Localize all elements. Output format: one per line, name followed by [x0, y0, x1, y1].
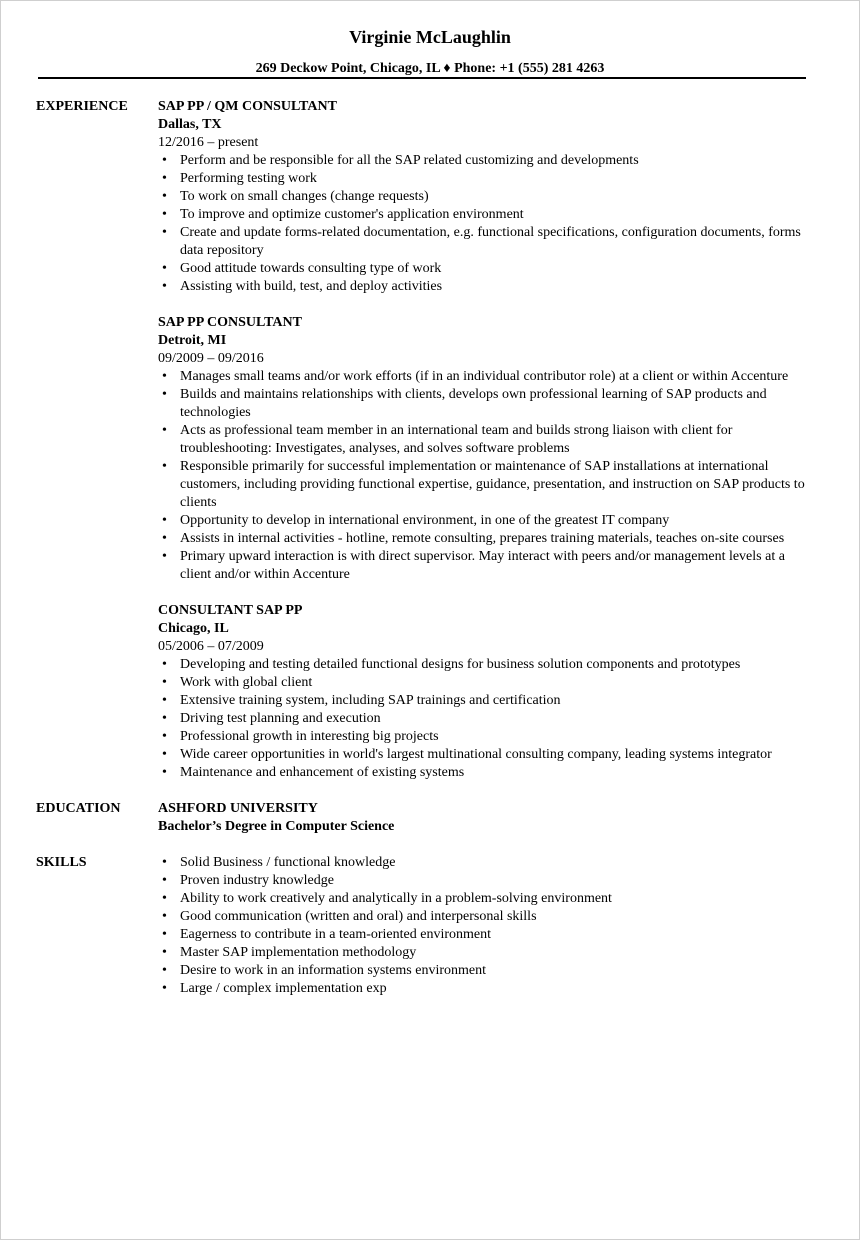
job-entry: [158, 314, 818, 584]
list-item: • Builds and maintains relationships with clients, develops own professional learning of SAP products and technologies: [180, 386, 818, 422]
job-entry: [158, 98, 818, 296]
list-item: • Master SAP implementation methodology: [180, 944, 818, 962]
list-item: • Ability to work creatively and analytically in a problem-solving environment: [180, 890, 818, 908]
experience-section: [0, 98, 860, 782]
job-title: CONSULTANT SAP PP: [158, 603, 303, 618]
skills-section: [0, 854, 860, 998]
list-item: • Maintenance and enhancement of existing systems: [180, 764, 818, 782]
list-item: • Performing testing work: [180, 170, 818, 188]
list-item: • To improve and optimize customer's application environment: [180, 206, 818, 224]
section-title-skills: SKILLS: [36, 855, 87, 870]
education-body: [158, 800, 818, 836]
list-item: • Assisting with build, test, and deploy activities: [180, 278, 818, 296]
list-item: • Desire to work in an information systems environment: [180, 962, 818, 980]
list-item: • Good attitude towards consulting type of work: [180, 260, 818, 278]
list-item: • Proven industry knowledge: [180, 872, 818, 890]
list-item: • Work with global client: [180, 674, 818, 692]
job-location: Chicago, IL: [158, 621, 229, 636]
list-item: • Opportunity to develop in international environment, in one of the greatest IT company: [180, 512, 818, 530]
list-item: • Responsible primarily for successful implementation or maintenance of SAP installations at international customers, including providing functional expertise, guidance, presentation, and instruction on SAP products to clients: [180, 458, 818, 512]
list-item: • Driving test planning and execution: [180, 710, 818, 728]
contact-line: 269 Deckow Point, Chicago, IL ♦ Phone: +1 (555) 281 4263: [255, 61, 605, 76]
list-item: • Create and update forms-related documentation, e.g. functional specifications, configuration documents, forms data repository: [180, 224, 818, 260]
list-item: • Perform and be responsible for all the SAP related customizing and developments: [180, 152, 818, 170]
list-item: • Primary upward interaction is with direct supervisor. May interact with peers and/or management levels at a client and/or within Accenture: [180, 548, 818, 584]
list-item: • Solid Business / functional knowledge: [180, 854, 818, 872]
job-entry: [158, 602, 818, 782]
list-item: • To work on small changes (change requests): [180, 188, 818, 206]
job-dates: 09/2009 – 09/2016: [158, 351, 264, 366]
list-item: • Manages small teams and/or work efforts (if in an individual contributor role) at a client or within Accenture: [180, 368, 818, 386]
list-item: • Extensive training system, including SAP trainings and certification: [180, 692, 818, 710]
section-title-experience: EXPERIENCE: [36, 99, 128, 114]
job-title: SAP PP CONSULTANT: [158, 315, 302, 330]
job-dates: 12/2016 – present: [158, 135, 259, 150]
resume-content: [0, 98, 860, 998]
list-item: • Professional growth in interesting big projects: [180, 728, 818, 746]
job-location: Detroit, MI: [158, 333, 227, 348]
skills-body: [158, 854, 818, 998]
list-item: • Wide career opportunities in world's largest multinational consulting company, leading systems integrator: [180, 746, 818, 764]
experience-body: [158, 98, 818, 782]
skills-list: [158, 854, 818, 998]
job-dates: 05/2006 – 07/2009: [158, 639, 264, 654]
education-section: [0, 800, 860, 836]
job-bullet-list: [158, 368, 818, 584]
list-item: • Eagerness to contribute in a team-oriented environment: [180, 926, 818, 944]
resume-header: [0, 25, 860, 78]
job-bullet-list: [158, 656, 818, 782]
job-bullet-list: [158, 152, 818, 296]
school-name: ASHFORD UNIVERSITY: [158, 801, 318, 816]
candidate-name: Virginie McLaughlin: [349, 27, 511, 47]
job-location: Dallas, TX: [158, 117, 222, 132]
list-item: • Assists in internal activities - hotline, remote consulting, prepares training materials, teaches on-site courses: [180, 530, 818, 548]
list-item: • Acts as professional team member in an international team and builds strong liaison with client for troubleshooting: Investigates, analyses, and solves software problems: [180, 422, 818, 458]
list-item: • Large / complex implementation exp: [180, 980, 818, 998]
list-item: • Good communication (written and oral) and interpersonal skills: [180, 908, 818, 926]
job-title: SAP PP / QM CONSULTANT: [158, 99, 337, 114]
list-item: • Developing and testing detailed functional designs for business solution components and prototypes: [180, 656, 818, 674]
degree-name: Bachelor’s Degree in Computer Science: [158, 819, 395, 834]
section-title-education: EDUCATION: [36, 801, 121, 816]
header-divider: [38, 77, 806, 79]
